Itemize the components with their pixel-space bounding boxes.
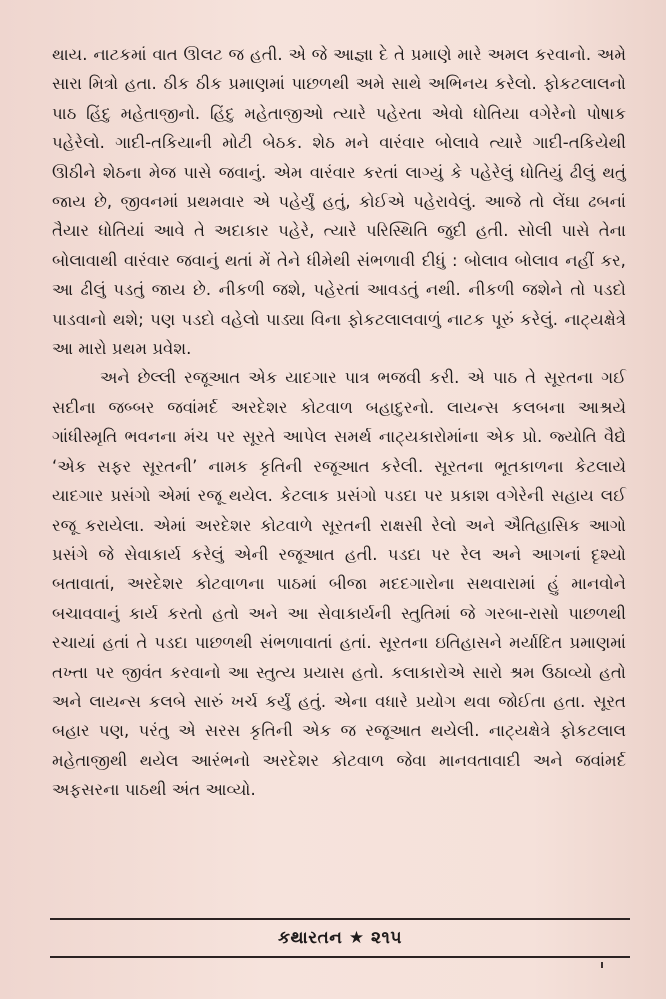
- print-speck: [601, 962, 603, 968]
- body-text: [52, 40, 626, 805]
- paragraph-1: થાય. નાટકમાં વાત ઊલટ જ હતી. એ જે આજ્ઞા દે તે પ્રમાણે મારે અમલ કરવાનો. અમે સારા મિત્રો હતા. ઠીક ઠીક પ્રમાણમાં પાછળથી અમે સાથે અભિનય કરેલો. ફોકટલાલનો પાઠ હિંદુ મહેતાજીનો. હિંદુ મહેતાજીઓ ત્યારે પહેરતા એવો ધોતિયા વગેરેનો પોષાક પહેરેલો. ગાદી-તકિયાની મોટી બેઠક. શેઠ મને વારંવાર બોલાવે ત્યારે ગાદી-તકિયેથી ઊઠીને શેઠના મેજ પાસે જવાનું. એમ વારંવાર કરતાં લાગ્યું કે પહેરેલું ધોતિયું ઢીલું થતું જાય છે, જીવનમાં પ્રથમવાર એ પહેર્યું હતું, કોઈએ પહેરાવેલું. આજે તો લેંઘા ઢબનાં તૈયાર ધોતિયાં આવે તે અદાકાર પહેરે, ત્યારે પરિસ્થિતિ જુદી હતી. સોલી પાસે તેના બોલાવાથી વારંવાર જવાનું થતાં મેં તેને ધીમેથી સંભળાવી દીધું : બોલાવ બોલાવ નહીં કર, આ ઢીલું પડતું જાય છે. નીકળી જશે, પહેરતાં આવડતું નથી. નીકળી જશેને તો પડદો પાડવાનો થશે; પણ પડદો વહેલો પાડ્યા વિના ફોકટલાલવાળું નાટક પૂરું કરેલું. નાટ્યક્ષેત્રે આ મારો પ્રથમ પ્રવેશ.: [52, 45, 626, 359]
- page-number: ૨૧૫: [371, 928, 402, 948]
- paragraph-2: અને છેલ્લી રજૂઆત એક યાદગાર પાત્ર ભજવી કરી. એ પાઠ તે સૂરતના ગઈ સદીના જબ્બર જવાંમર્દ અરદેશર કોટવાળ બહાદુરનો. લાયન્સ કલબના આશ્રયે ગાંધીસ્મૃતિ ભવનના મંચ પર સૂરતે આપેલ સમર્થ નાટ્યકારોમાંના એક પ્રો. જ્યોતિ વૈદ્યે ‘એક સફર સૂરતની’ નામક કૃતિની રજૂઆત કરેલી. સૂરતના ભૂતકાળના કેટલાયે યાદગાર પ્રસંગો એમાં રજૂ થયેલ. કેટલાક પ્રસંગો પડદા પર પ્રકાશ વગેરેની સહાય લઈ રજૂ કરાયેલા. એમાં અરદેશર કોટવાળે સૂરતની રાક્ષસી રેલો અને ઐતિહાસિક આગો પ્રસંગે જે સેવાકાર્ય કરેલું એની રજૂઆત હતી. પડદા પર રેલ અને આગનાં દૃશ્યો બતાવાતાં, અરદેશર કોટવાળના પાઠમાં બીજા મદદગારોના સથવારામાં હું માનવોને બચાવવાનું કાર્ય કરતો હતો અને આ સેવાકાર્યની સ્તુતિમાં જે ગરબા-રાસો પાછળથી રચાયાં હતાં તે પડદા પાછળથી સંભળાવાતાં હતાં. સૂરતના ઇતિહાસને મર્યાદિત પ્રમાણમાં તખ્તા પર જીવંત કરવાનો આ સ્તુત્ય પ્રયાસ હતો. કલાકારોએ સારો શ્રમ ઉઠાવ્યો હતો અને લાયન્સ કલબે સારું ખર્ચ કર્યું હતું. એના વધારે પ્રયોગ થવા જોઈતા હતા. સૂરત બહાર પણ, પરંતુ એ સરસ કૃતિની એક જ રજૂઆત થયેલી. નાટ્યક્ષેત્રે ફોકટલાલ મહેતાજીથી થયેલ આરંભનો અરદેશર કોટવાળ જેવા માનવતાવાદી અને જવાંમર્દ અફસરના પાઠથી અંત આવ્યો.: [52, 368, 626, 800]
- footer-label: [278, 928, 402, 948]
- page-footer: [50, 918, 630, 958]
- book-title: કથારતન: [277, 928, 343, 948]
- star-icon: ★: [348, 928, 365, 948]
